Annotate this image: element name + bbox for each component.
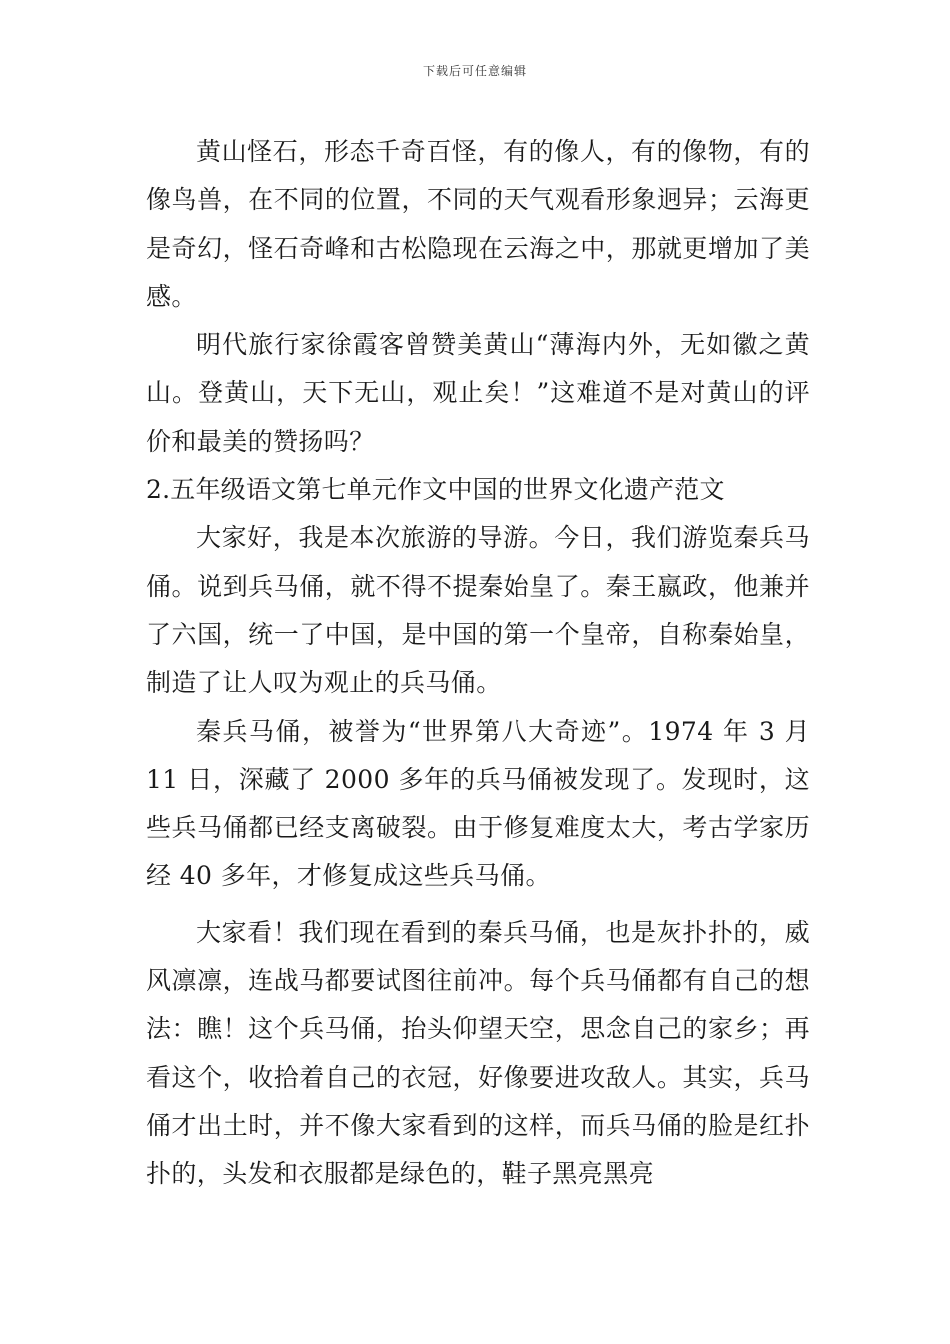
paragraph-terracotta-discovery: 秦兵马俑，被誉为“世界第八大奇迹”。1974 年 3 月 11 日，深藏了 2000 多年的兵马俑被发现了。发现时，这些兵马俑都已经支离破裂。由于修复难度太大，考古学家历经 40 多年，才修复成这些兵马俑。 — [146, 716, 810, 891]
paragraph-terracotta-description: 大家看！我们现在看到的秦兵马俑，也是灰扑扑的，威风凛凛，连战马都要试图往前冲。每个兵马俑都有自己的想法：瞧！这个兵马俑，抬头仰望天空，思念自己的家乡；再看这个，收拾着自己的衣冠，好像要进攻敌人。其实，兵马俑才出土时，并不像大家看到的这样，而兵马俑的脸是红扑扑的，头发和衣服都是绿色的，鞋子黑亮黑亮 — [146, 917, 810, 1189]
paragraph-xu-xiake-quote: 明代旅行家徐霞客曾赞美黄山“薄海内外，无如徽之黄山。登黄山，天下无山，观止矣！”这难道不是对黄山的评价和最美的赞扬吗？ — [146, 330, 810, 456]
section-heading: 2.五年级语文第七单元作文中国的世界文化遗产范文 — [146, 475, 725, 505]
paragraph-guide-intro: 大家好，我是本次旅游的导游。今日，我们游览秦兵马俑。说到兵马俑，就不得不提秦始皇了。秦王嬴政，他兼并了六国，统一了中国，是中国的第一个皇帝，自称秦始皇，制造了让人叹为观止的兵马俑。 — [146, 523, 810, 698]
document-body — [146, 128, 810, 1199]
page-header-note: 下载后可任意编辑 — [422, 64, 527, 78]
paragraph-huangshan-rocks: 黄山怪石，形态千奇百怪，有的像人，有的像物，有的像鸟兽，在不同的位置，不同的天气观看形象迥异；云海更是奇幻，怪石奇峰和古松隐现在云海之中，那就更增加了美感。 — [146, 137, 810, 311]
